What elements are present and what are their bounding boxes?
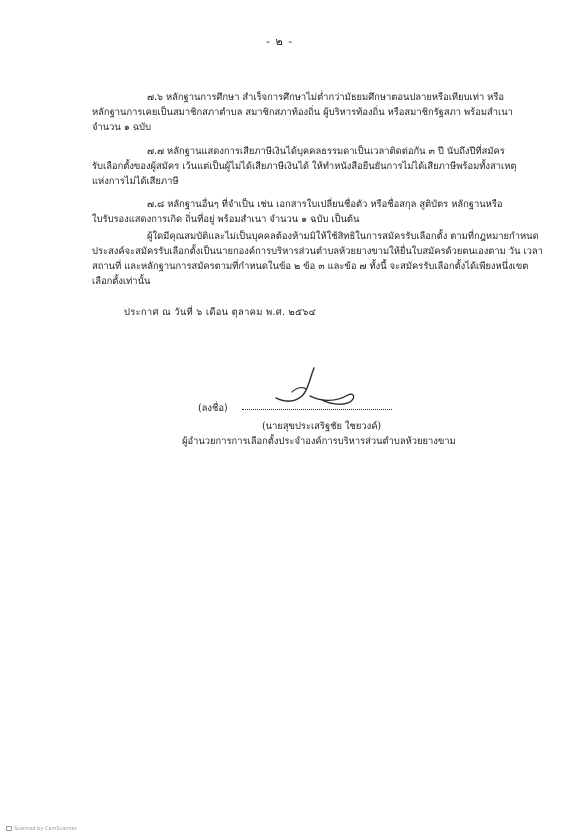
announcement-date: ประกาศ ณ วันที่ ๖ เดือน ตุลาคม พ.ศ. ๒๕๖๔ bbox=[124, 307, 317, 318]
para-7-6-line-3: จำนวน ๑ ฉบับ bbox=[92, 122, 152, 133]
signatory-position: ผู้อำนวยการการเลือกตั้งประจำองค์การบริหารส่วนตำบลห้วยยางขาม bbox=[182, 436, 456, 447]
para-8-line-2: ประสงค์จะสมัครรับเลือกตั้งเป็นนายกองค์การบริหารส่วนตำบลห้วยยางขามให้ยื่นใบสมัครด้วยตนเองตาม วัน เวลา bbox=[92, 246, 543, 257]
para-7-7-line-2: รับเลือกตั้งของผู้สมัคร เว้นแต่เป็นผู้ไม่ได้เสียภาษีเงินได้ ให้ทำหนังสือยืนยันการไม่ได้เสียภาษีพร้อมทั้งสาเหตุ bbox=[92, 161, 517, 172]
page-number: - ๒ - bbox=[266, 35, 294, 48]
para-8-line-1: ผู้ใดมีคุณสมบัติและไม่เป็นบุคคลต้องห้ามมิให้ใช้สิทธิในการสมัครรับเลือกตั้ง ตามที่กฎหมายกำหนด bbox=[147, 231, 539, 242]
watermark-text: Scanned by CamScanner bbox=[14, 826, 77, 832]
camscanner-icon bbox=[6, 826, 12, 831]
sign-label: (ลงชื่อ) bbox=[198, 403, 228, 414]
para-8-line-3: สถานที่ และหลักฐานการสมัครตามที่กำหนดในข้อ ๒ ข้อ ๓ และข้อ ๗ ทั้งนี้ จะสมัครรับเลือกตั้งได้เพียงหนึ่งเขต bbox=[92, 261, 529, 272]
handwritten-signature bbox=[270, 362, 380, 410]
para-7-8-line-2: ใบรับรองแสดงการเกิด ถิ่นที่อยู่ พร้อมสำเนา จำนวน ๑ ฉบับ เป็นต้น bbox=[92, 214, 360, 225]
para-7-8-line-1: ๗.๘ หลักฐานอื่นๆ ที่จำเป็น เช่น เอกสารใบเปลี่ยนชื่อตัว หรือชื่อสกุล สูติบัตร หลักฐานหรือ bbox=[147, 199, 503, 210]
para-7-6-line-2: หลักฐานการเคยเป็นสมาชิกสภาตำบล สมาชิกสภาท้องถิ่น ผู้บริหารท้องถิ่น หรือสมาชิกรัฐสภา พร้อมสำเนา bbox=[92, 107, 513, 118]
scanner-watermark bbox=[6, 826, 77, 832]
para-8-line-4: เลือกตั้งเท่านั้น bbox=[92, 276, 151, 287]
para-7-7-line-3: แห่งการไม่ได้เสียภาษี bbox=[92, 176, 179, 187]
signature-line bbox=[242, 409, 392, 410]
para-7-6-line-1: ๗.๖ หลักฐานการศึกษา สำเร็จการศึกษาไม่ต่ำกว่ามัธยมศึกษาตอนปลายหรือเทียบเท่า หรือ bbox=[147, 92, 505, 103]
signatory-name: (นายสุขประเสริฐชัย ใชยวงค์) bbox=[262, 421, 382, 432]
para-7-7-line-1: ๗.๗ หลักฐานแสดงการเสียภาษีเงินได้บุคคลธรรมดาเป็นเวลาติดต่อกัน ๓ ปี นับถึงปีที่สมัคร bbox=[147, 146, 505, 157]
